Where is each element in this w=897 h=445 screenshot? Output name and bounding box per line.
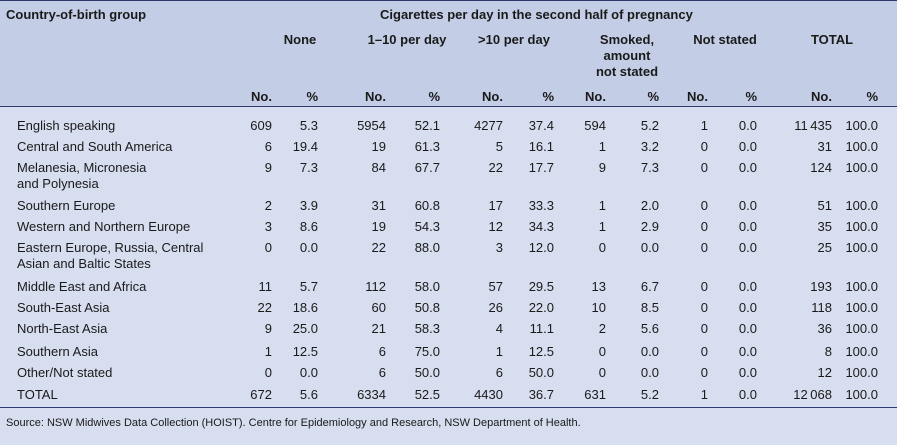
cell-over10-no: 1	[495, 344, 503, 359]
cell-smoked-pct: 0.0	[640, 240, 659, 255]
cell-1-10-pct: 52.1	[414, 118, 440, 133]
cell-total-no: 11 435	[794, 118, 832, 133]
cell-1-10-pct: 54.3	[414, 219, 440, 234]
cell-over10-no: 6	[495, 365, 503, 380]
cell-none-pct: 8.6	[299, 219, 318, 234]
subheader-1-10-pct: %	[428, 89, 440, 104]
cell-smoked-no: 0	[598, 344, 606, 359]
subheader-total-no: No.	[811, 89, 832, 104]
cell-notstated-pct: 0.0	[738, 344, 757, 359]
cell-over10-no: 22	[488, 160, 503, 175]
cell-over10-no: 3	[495, 240, 503, 255]
header-not-stated: Not stated	[693, 32, 757, 47]
cell-1-10-pct: 75.0	[414, 344, 440, 359]
cell-smoked-no: 9	[598, 160, 606, 175]
cell-1-10-no: 112	[365, 279, 386, 294]
cell-smoked-pct: 5.2	[640, 387, 659, 402]
cell-smoked-pct: 0.0	[640, 344, 659, 359]
cell-total-pct: 100.0	[845, 365, 878, 380]
cell-1-10-no: 6	[378, 365, 386, 380]
cell-total-pct: 100.0	[845, 387, 878, 402]
cell-1-10-pct: 52.5	[414, 387, 440, 402]
cell-notstated-no: 0	[700, 139, 708, 154]
subheader-total-pct: %	[866, 89, 878, 104]
row-label: TOTAL	[17, 387, 58, 402]
cell-total-pct: 100.0	[845, 344, 878, 359]
cell-notstated-no: 1	[700, 118, 708, 133]
cell-1-10-pct: 58.0	[414, 279, 440, 294]
cell-notstated-no: 0	[700, 365, 708, 380]
cell-none-pct: 18.6	[292, 300, 318, 315]
row-label: Asian and Baltic States	[17, 256, 151, 271]
cell-total-no: 8	[824, 344, 832, 359]
cell-1-10-no: 6	[378, 344, 386, 359]
header-1-10: 1–10 per day	[367, 32, 447, 47]
cell-smoked-no: 13	[591, 279, 606, 294]
cell-none-no: 6	[264, 139, 272, 154]
cell-1-10-no: 21	[371, 321, 386, 336]
cell-total-pct: 100.0	[845, 219, 878, 234]
row-label: South-East Asia	[17, 300, 110, 315]
cell-smoked-no: 0	[598, 240, 606, 255]
header-smoked-2: amount	[603, 48, 651, 63]
bottom-rule	[0, 407, 897, 408]
cell-notstated-pct: 0.0	[738, 160, 757, 175]
cell-none-pct: 0.0	[299, 240, 318, 255]
cell-1-10-no: 84	[371, 160, 386, 175]
cell-over10-pct: 37.4	[528, 118, 554, 133]
cell-over10-pct: 16.1	[528, 139, 554, 154]
cell-notstated-no: 0	[700, 300, 708, 315]
cell-notstated-no: 0	[700, 160, 708, 175]
subheader-smoked-no: No.	[585, 89, 606, 104]
cell-1-10-pct: 58.3	[414, 321, 440, 336]
cell-none-pct: 0.0	[299, 365, 318, 380]
cell-total-no: 35	[817, 219, 832, 234]
cell-notstated-no: 1	[700, 387, 708, 402]
cell-none-pct: 5.7	[299, 279, 318, 294]
cell-none-no: 1	[264, 344, 272, 359]
cell-notstated-pct: 0.0	[738, 219, 757, 234]
header-total: TOTAL	[810, 32, 854, 47]
cell-none-no: 11	[258, 279, 272, 294]
cell-notstated-no: 0	[700, 240, 708, 255]
cell-over10-pct: 34.3	[528, 219, 554, 234]
cell-none-pct: 25.0	[292, 321, 318, 336]
row-label: Melanesia, Micronesia	[17, 160, 147, 175]
cell-over10-pct: 11.1	[529, 321, 554, 336]
subheader-notstated-pct: %	[745, 89, 757, 104]
cell-smoked-no: 1	[598, 219, 606, 234]
subheader-1-10-no: No.	[365, 89, 386, 104]
cell-smoked-pct: 7.3	[640, 160, 659, 175]
cell-over10-pct: 29.5	[528, 279, 554, 294]
cell-smoked-pct: 0.0	[640, 365, 659, 380]
cell-over10-no: 5	[495, 139, 503, 154]
cell-1-10-pct: 88.0	[414, 240, 440, 255]
super-header: Cigarettes per day in the second half of pregnancy	[380, 7, 693, 22]
row-label: Western and Northern Europe	[17, 219, 191, 234]
cell-1-10-pct: 67.7	[414, 160, 440, 175]
cell-over10-pct: 36.7	[528, 387, 554, 402]
row-label: English speaking	[17, 118, 116, 133]
row-label: North-East Asia	[17, 321, 108, 336]
cell-total-no: 36	[817, 321, 832, 336]
cell-total-pct: 100.0	[845, 160, 878, 175]
cell-smoked-pct: 6.7	[640, 279, 659, 294]
cell-none-pct: 5.6	[299, 387, 318, 402]
top-rule	[0, 0, 897, 1]
header-over-10: >10 per day	[478, 32, 550, 47]
cell-none-pct: 19.4	[292, 139, 318, 154]
cell-notstated-pct: 0.0	[738, 198, 757, 213]
cell-total-no: 12	[817, 365, 832, 380]
subheader-smoked-pct: %	[647, 89, 659, 104]
cell-1-10-no: 19	[371, 139, 386, 154]
cell-smoked-no: 631	[584, 387, 606, 402]
cell-over10-no: 17	[488, 198, 503, 213]
cell-over10-no: 4	[495, 321, 503, 336]
cell-none-pct: 7.3	[299, 160, 318, 175]
cell-none-no: 9	[264, 321, 272, 336]
cell-smoked-no: 1	[598, 139, 606, 154]
cell-over10-pct: 17.7	[528, 160, 554, 175]
cell-total-no: 31	[817, 139, 832, 154]
cell-none-no: 2	[264, 198, 272, 213]
subheader-over10-pct: %	[542, 89, 554, 104]
cell-over10-pct: 33.3	[528, 198, 554, 213]
subheader-over10-no: No.	[482, 89, 503, 104]
row-label: Middle East and Africa	[17, 279, 147, 294]
cell-total-no: 51	[817, 198, 832, 213]
cell-over10-pct: 12.0	[528, 240, 554, 255]
cell-notstated-pct: 0.0	[738, 387, 757, 402]
cell-over10-no: 12	[488, 219, 503, 234]
cell-smoked-pct: 2.0	[640, 198, 659, 213]
cell-1-10-no: 5954	[357, 118, 386, 133]
cell-over10-no: 57	[488, 279, 503, 294]
cell-notstated-pct: 0.0	[738, 321, 757, 336]
cell-none-pct: 3.9	[299, 198, 318, 213]
cell-notstated-pct: 0.0	[738, 118, 757, 133]
cell-over10-pct: 50.0	[528, 365, 554, 380]
cell-1-10-no: 19	[371, 219, 386, 234]
cell-none-pct: 12.5	[292, 344, 318, 359]
cell-none-no: 3	[264, 219, 272, 234]
row-label: Other/Not stated	[17, 365, 113, 380]
cell-total-pct: 100.0	[845, 300, 878, 315]
cell-notstated-no: 0	[700, 321, 708, 336]
cell-total-pct: 100.0	[845, 240, 878, 255]
cell-total-no: 193	[810, 279, 832, 294]
cell-notstated-no: 0	[700, 279, 708, 294]
cell-smoked-no: 1	[598, 198, 606, 213]
cell-1-10-pct: 50.0	[414, 365, 440, 380]
cell-notstated-pct: 0.0	[738, 139, 757, 154]
subheader-none-pct: %	[306, 89, 318, 104]
row-label: Southern Asia	[17, 344, 98, 359]
cell-smoked-no: 0	[598, 365, 606, 380]
cell-smoked-no: 10	[591, 300, 606, 315]
cell-none-no: 22	[257, 300, 272, 315]
cell-notstated-pct: 0.0	[738, 279, 757, 294]
cell-1-10-no: 31	[371, 198, 386, 213]
cell-none-no: 672	[250, 387, 272, 402]
row-label: Southern Europe	[17, 198, 116, 213]
cell-notstated-pct: 0.0	[738, 300, 757, 315]
cell-total-no: 25	[817, 240, 832, 255]
header-smoked-1: Smoked,	[599, 32, 655, 47]
cell-1-10-pct: 60.8	[414, 198, 440, 213]
cell-notstated-no: 0	[700, 219, 708, 234]
cell-smoked-pct: 8.5	[640, 300, 659, 315]
cell-none-pct: 5.3	[299, 118, 318, 133]
row-label: and Polynesia	[17, 176, 99, 191]
cell-over10-no: 4430	[474, 387, 503, 402]
source-note: Source: NSW Midwives Data Collection (HOIST). Centre for Epidemiology and Research, NSW Department of Health.	[6, 417, 581, 429]
cell-smoked-pct: 3.2	[640, 139, 659, 154]
cell-notstated-no: 0	[700, 198, 708, 213]
cell-total-pct: 100.0	[845, 279, 878, 294]
cell-over10-no: 4277	[474, 118, 503, 133]
cell-notstated-pct: 0.0	[738, 365, 757, 380]
header-none: None	[283, 32, 317, 47]
cell-total-no: 118	[811, 300, 832, 315]
cell-notstated-no: 0	[700, 344, 708, 359]
cell-total-pct: 100.0	[845, 321, 878, 336]
cell-1-10-no: 6334	[357, 387, 386, 402]
cell-notstated-pct: 0.0	[738, 240, 757, 255]
cell-1-10-no: 60	[371, 300, 386, 315]
cell-smoked-no: 2	[598, 321, 606, 336]
cell-over10-pct: 12.5	[528, 344, 554, 359]
row-label: Central and South America	[17, 139, 173, 154]
cell-smoked-pct: 5.6	[640, 321, 659, 336]
cell-total-pct: 100.0	[845, 139, 878, 154]
cell-1-10-pct: 61.3	[414, 139, 440, 154]
subheader-none-no: No.	[251, 89, 272, 104]
cell-over10-pct: 22.0	[528, 300, 554, 315]
cell-total-no: 12 068	[793, 387, 832, 402]
cell-none-no: 0	[264, 365, 272, 380]
subheader-notstated-no: No.	[687, 89, 708, 104]
row-label: Eastern Europe, Russia, Central	[17, 240, 204, 255]
cell-1-10-no: 22	[371, 240, 386, 255]
cell-total-no: 124	[810, 160, 832, 175]
cell-smoked-no: 594	[584, 118, 606, 133]
cell-none-no: 0	[264, 240, 272, 255]
cell-over10-no: 26	[488, 300, 503, 315]
cell-smoked-pct: 5.2	[640, 118, 659, 133]
group-header: Country-of-birth group	[6, 7, 147, 22]
header-smoked-3: not stated	[595, 64, 659, 79]
cell-none-no: 609	[250, 118, 272, 133]
cell-1-10-pct: 50.8	[414, 300, 440, 315]
cell-smoked-pct: 2.9	[640, 219, 659, 234]
header-rule	[0, 106, 897, 107]
cell-total-pct: 100.0	[845, 118, 878, 133]
cell-total-pct: 100.0	[845, 198, 878, 213]
cell-none-no: 9	[264, 160, 272, 175]
